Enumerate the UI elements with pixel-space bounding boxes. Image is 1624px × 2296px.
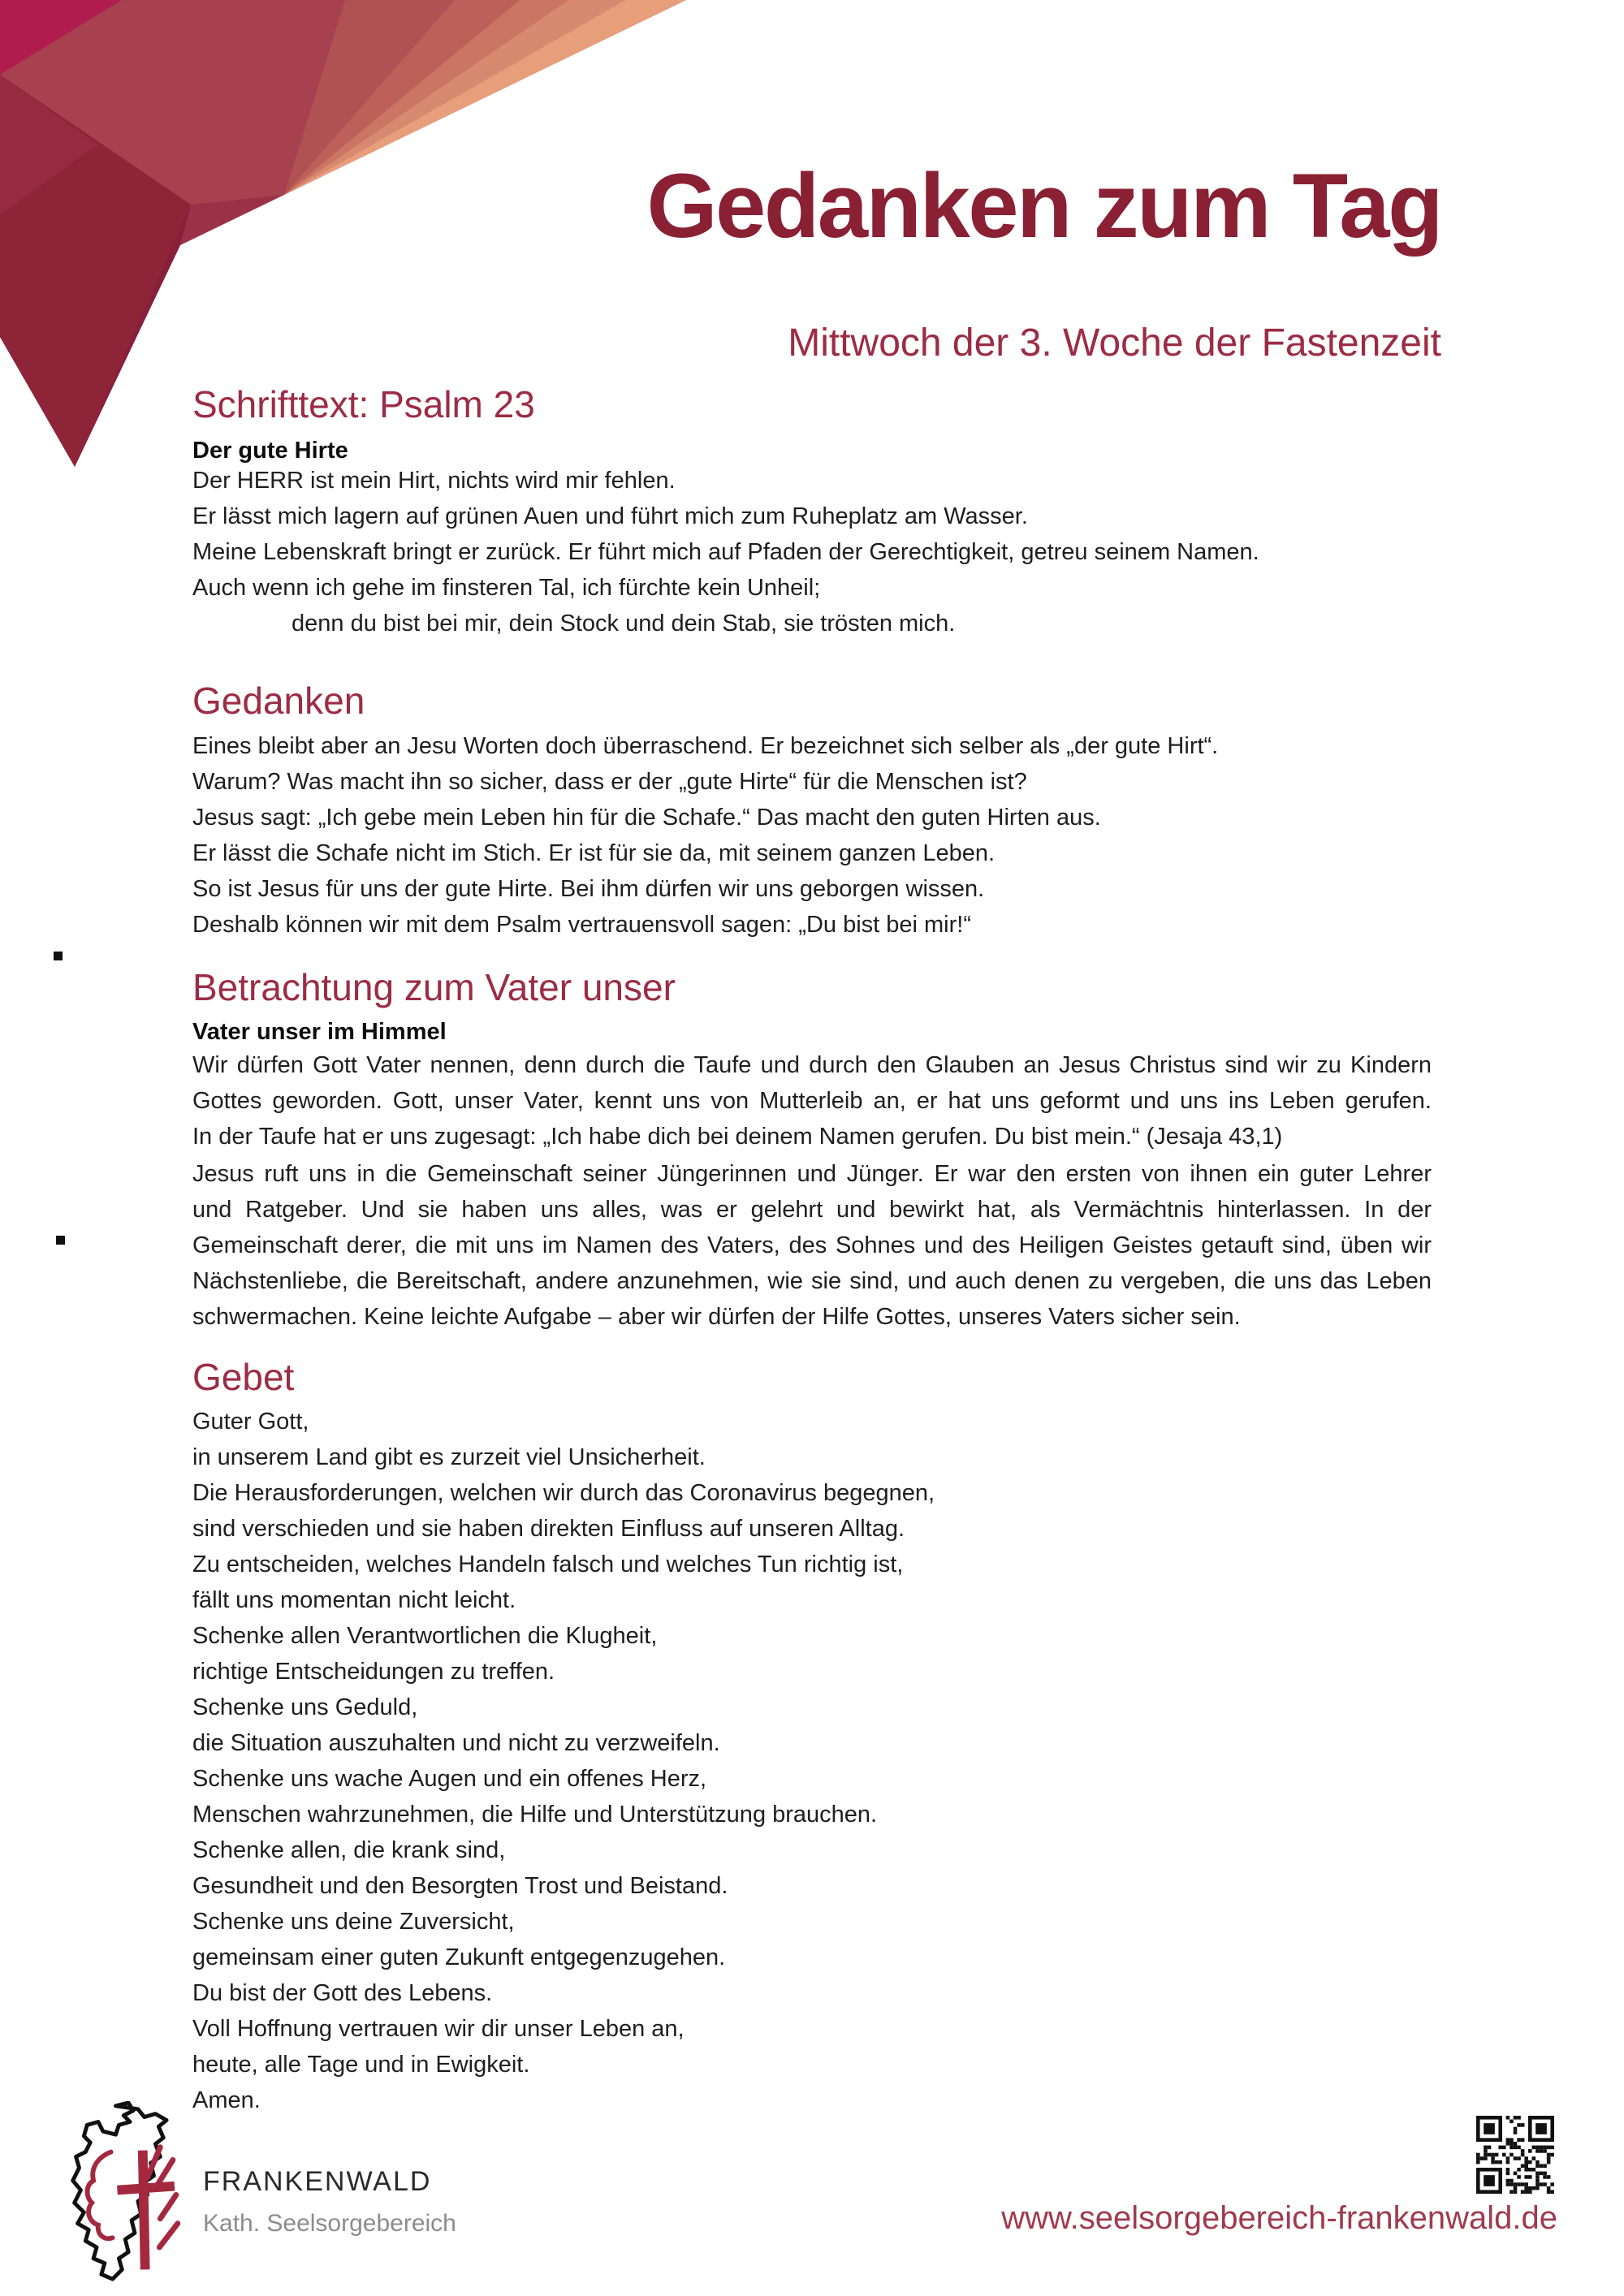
text-line: Jesus ruft uns in die Gemeinschaft seiner Jüngerinnen und Jünger. Er war den ersten von ihnen ein guter Lehrer	[192, 1161, 1432, 1187]
text-line: So ist Jesus für uns der gute Hirte. Bei ihm dürfen wir uns geborgen wissen.	[192, 876, 985, 902]
text-line: Gottes geworden. Gott, unser Vater, kennt uns von Mutterleib an, er hat uns geformt und uns ins Leben gerufen.	[192, 1088, 1432, 1114]
psalm-subheading: Der gute Hirte	[192, 438, 348, 464]
gebet-text	[192, 1404, 1432, 2113]
text-line: sind verschieden und sie haben direkten Einfluss auf unseren Alltag.	[192, 1516, 905, 1542]
text-line: Menschen wahrzunehmen, die Hilfe und Unterstützung brauchen.	[192, 1802, 878, 1828]
text-line: Warum? Was macht ihn so sicher, dass er der „gute Hirte“ für die Menschen ist?	[192, 769, 1027, 795]
text-line: die Situation auszuhalten und nicht zu verzweifeln.	[192, 1730, 720, 1756]
footer-url-link[interactable]: www.seelsorgebereich-frankenwald.de	[1001, 2200, 1557, 2236]
text-line: Deshalb können wir mit dem Psalm vertrauensvoll sagen: „Du bist bei mir!“	[192, 912, 971, 938]
text-line: Er lässt die Schafe nicht im Stich. Er ist für sie da, mit seinem ganzen Leben.	[192, 840, 996, 866]
text-line: Schenke uns deine Zuversicht,	[192, 1909, 515, 1935]
text-line: Guter Gott,	[192, 1409, 309, 1435]
text-line: denn du bist bei mir, dein Stock und dein Stab, sie trösten mich.	[292, 611, 956, 637]
footer-org-name: FRANKENWALD	[203, 2166, 432, 2197]
text-line: Gemeinschaft derer, die mit uns im Namen des Vaters, des Sohnes und des Heiligen Geistes getauft sind, üben wir	[192, 1232, 1432, 1258]
qr-code-icon	[1476, 2116, 1554, 2194]
text-line: Meine Lebenskraft bringt er zurück. Er führt mich auf Pfaden der Gerechtigkeit, getreu seinem Namen.	[192, 539, 1259, 565]
stray-bullet-icon	[56, 1236, 65, 1245]
text-line: Schenke allen Verantwortlichen die Klugheit,	[192, 1623, 658, 1649]
footer-org-subtitle: Kath. Seelsorgebereich	[203, 2210, 456, 2237]
text-line: Die Herausforderungen, welchen wir durch das Coronavirus begegnen,	[192, 1480, 935, 1506]
text-line: Er lässt mich lagern auf grünen Auen und führt mich zum Ruheplatz am Wasser.	[192, 503, 1028, 529]
betrachtung-subheading: Vater unser im Himmel	[192, 1019, 447, 1045]
text-line: Gesundheit und den Besorgten Trost und Beistand.	[192, 1873, 728, 1899]
text-line: Wir dürfen Gott Vater nennen, denn durch die Taufe und durch den Glauben an Jesus Christus sind wir zu Kindern	[192, 1052, 1432, 1078]
text-line: richtige Entscheidungen zu treffen.	[192, 1659, 555, 1685]
text-line: Amen.	[192, 2087, 261, 2113]
section-heading-gebet: Gebet	[192, 1356, 295, 1398]
text-line: fällt uns momentan nicht leicht.	[192, 1587, 516, 1613]
text-line: Du bist der Gott des Lebens.	[192, 1980, 493, 2006]
section-heading-schrifttext: Schrifttext: Psalm 23	[192, 383, 535, 425]
text-line: Eines bleibt aber an Jesu Worten doch überraschend. Er bezeichnet sich selber als „der gute Hirt“.	[192, 733, 1219, 759]
page-subtitle: Mittwoch der 3. Woche der Fastenzeit	[788, 322, 1441, 365]
text-line: heute, alle Tage und in Ewigkeit.	[192, 2052, 530, 2078]
section-heading-betrachtung: Betrachtung zum Vater unser	[192, 966, 676, 1008]
text-line: in unserem Land gibt es zurzeit viel Unsicherheit.	[192, 1444, 706, 1470]
text-line: Schenke uns wache Augen und ein offenes Herz,	[192, 1766, 707, 1792]
text-line: und Ratgeber. Und sie haben uns alles, was er gelehrt und bewirkt hat, als Vermächtnis hinterlassen. In der	[192, 1197, 1432, 1223]
text-line: In der Taufe hat er uns zugesagt: „Ich habe dich bei deinem Namen gerufen. Du bist mein.“ (Jesaja 43,1)	[192, 1124, 1283, 1150]
text-line: Nächstenliebe, die Bereitschaft, andere anzunehmen, wie sie sind, und auch denen zu vergeben, die uns das Leben	[192, 1268, 1432, 1294]
text-line: schwermachen. Keine leichte Aufgabe – aber wir dürfen der Hilfe Gottes, unseres Vaters sicher sein.	[192, 1304, 1241, 1330]
text-line: Der HERR ist mein Hirt, nichts wird mir fehlen.	[192, 468, 676, 494]
gedanken-text	[192, 728, 1432, 943]
betrachtung-paragraph-1	[192, 1047, 1432, 1154]
text-line: Schenke allen, die krank sind,	[192, 1837, 506, 1863]
psalm-text	[192, 463, 1432, 641]
section-heading-gedanken: Gedanken	[192, 680, 365, 722]
betrachtung-paragraph-2	[192, 1156, 1432, 1335]
text-line: Zu entscheiden, welches Handeln falsch und welches Tun richtig ist,	[192, 1552, 904, 1577]
text-line: Voll Hoffnung vertrauen wir dir unser Leben an,	[192, 2016, 685, 2042]
text-line: Auch wenn ich gehe im finsteren Tal, ich fürchte kein Unheil;	[192, 575, 821, 601]
stray-bullet-icon	[54, 952, 63, 960]
page-title: Gedanken zum Tag	[646, 155, 1441, 257]
text-line: Schenke uns Geduld,	[192, 1694, 418, 1720]
text-line: Jesus sagt: „Ich gebe mein Leben hin für die Schafe.“ Das macht den guten Hirten aus.	[192, 805, 1101, 831]
text-line: gemeinsam einer guten Zukunft entgegenzugehen.	[192, 1944, 726, 1970]
frankenwald-map-logo-icon	[65, 2101, 203, 2284]
